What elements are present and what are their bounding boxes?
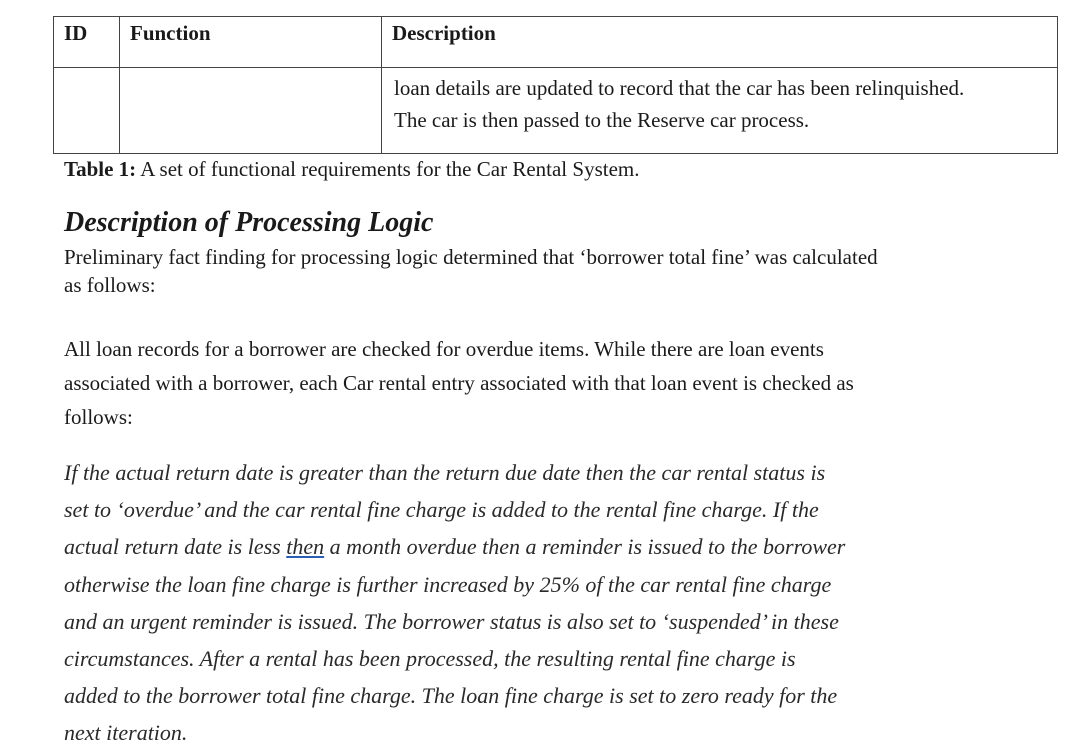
paragraph-loan-records <box>64 332 1064 434</box>
table-header-row <box>54 17 1058 68</box>
paragraph-processing-rules <box>64 454 1064 752</box>
section-heading: Description of Processing Logic <box>64 207 434 238</box>
header-function: Function <box>120 17 382 68</box>
table-row <box>54 68 1058 154</box>
line-segment: a month overdue then a reminder is issued to the borrower <box>324 534 846 560</box>
cell-function <box>120 68 382 154</box>
cell-description <box>382 68 1058 154</box>
paragraph-line: All loan records for a borrower are checked for overdue items. While there are loan events <box>64 337 824 361</box>
cell-id <box>54 68 120 154</box>
paragraph-preliminary <box>64 243 1064 299</box>
paragraph-line: set to ‘overdue’ and the car rental fine charge is added to the rental fine charge. If the <box>64 497 819 523</box>
paragraph-line: as follows: <box>64 273 156 297</box>
paragraph-line: follows: <box>64 405 133 429</box>
caption-label: Table 1: <box>64 157 137 181</box>
spellcheck-underlined-word: then <box>286 534 325 560</box>
functional-requirements-table <box>53 16 1058 154</box>
paragraph-line: otherwise the loan fine charge is further increased by 25% of the car rental fine charge <box>64 571 832 597</box>
paragraph-line: If the actual return date is greater than the return due date then the car rental status is <box>64 460 826 485</box>
table-caption <box>64 157 639 182</box>
paragraph-line: added to the borrower total fine charge. The loan fine charge is set to zero ready for the <box>64 683 838 709</box>
caption-text: A set of functional requirements for the Car Rental System. <box>136 157 640 181</box>
paragraph-line <box>64 528 1064 565</box>
paragraph-line: associated with a borrower, each Car rental entry associated with that loan event is checked as <box>64 371 854 395</box>
header-description: Description <box>382 17 1058 68</box>
line-segment: actual return date is less <box>64 534 287 560</box>
description-line: loan details are updated to record that the car has been relinquished. <box>394 76 965 100</box>
paragraph-line: and an urgent reminder is issued. The borrower status is also set to ‘suspended’ in these <box>64 608 839 634</box>
paragraph-line: next iteration. <box>64 720 188 746</box>
paragraph-line: circumstances. After a rental has been processed, the resulting rental fine charge is <box>64 646 796 672</box>
header-id: ID <box>54 17 120 68</box>
paragraph-line: Preliminary fact finding for processing logic determined that ‘borrower total fine’ was calculated <box>64 245 878 269</box>
description-line: The car is then passed to the Reserve car process. <box>394 108 810 132</box>
